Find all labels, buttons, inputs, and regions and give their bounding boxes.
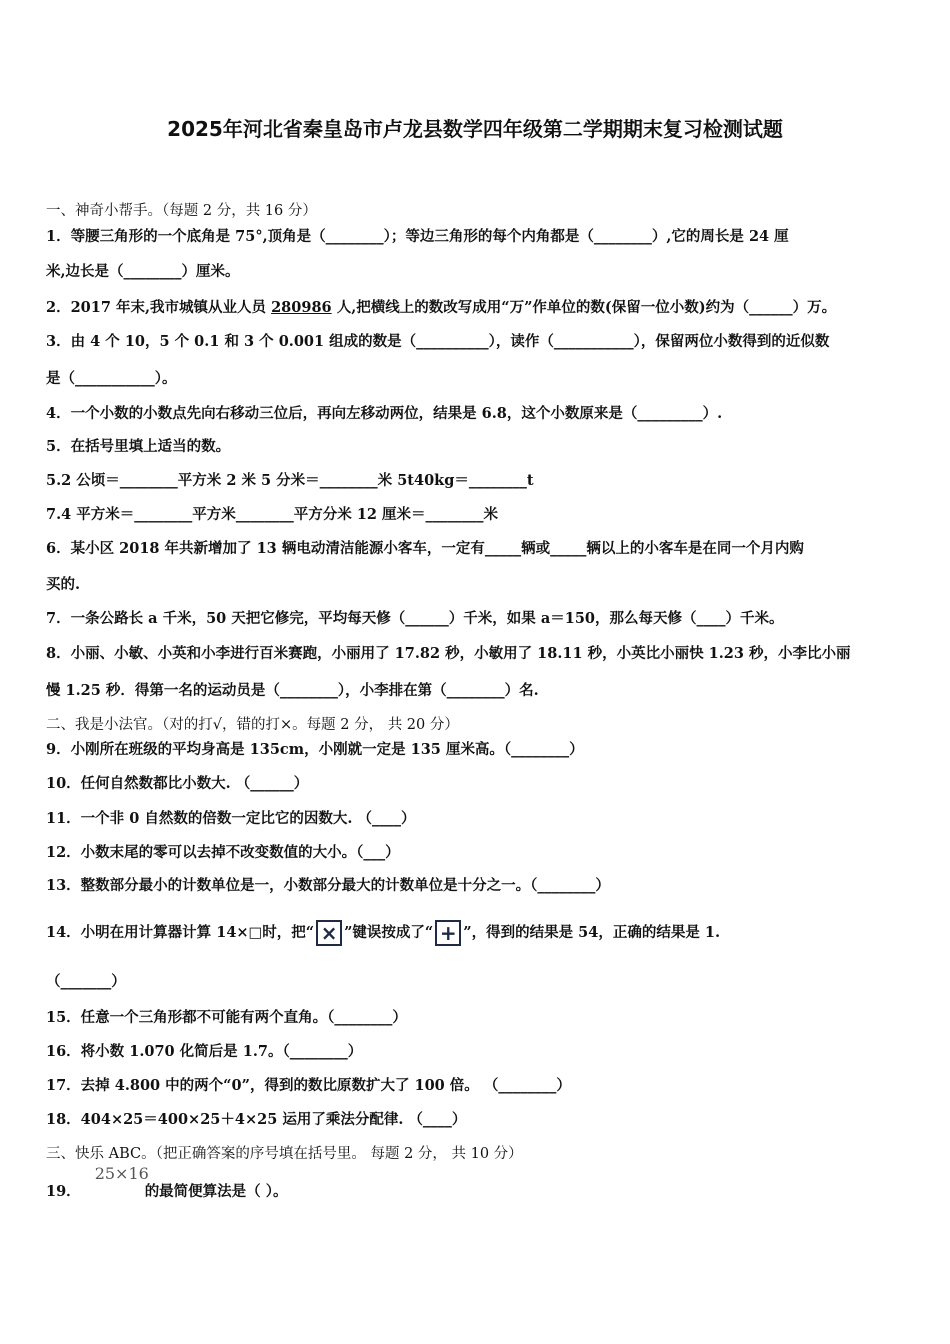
question-2 (46, 298, 836, 318)
plus-key-icon: + (435, 920, 461, 946)
question-14-answer: （_______） (46, 973, 126, 990)
question-15: 15．任意一个三角形都不可能有两个直角。（________） (46, 1009, 407, 1026)
question-10: 10．任何自然数都比小数大. （______） (46, 775, 309, 792)
question-14-text-a: 14．小明在用计算器计算 14×□时，把“ (46, 924, 315, 941)
question-18: 18．404×25＝400×25＋4×25 运用了乘法分配律. （____） (46, 1111, 467, 1128)
question-3-line-1: 3．由 4 个 10，5 个 0.1 和 3 个 0.001 组成的数是（__________），读作（___________），保留两位小数得到的近似数 (46, 333, 830, 350)
multiply-key-icon: × (316, 920, 342, 946)
question-4: 4．一个小数的小数点先向右移动三位后，再向左移动两位，结果是 6.8，这个小数原来是（_________）. (46, 405, 723, 422)
question-14 (46, 920, 720, 946)
question-19-text: 的最简便算法是（ ）。 (144, 1183, 288, 1200)
question-2-number: 280986 (271, 299, 332, 316)
question-11: 11．一个非 0 自然数的倍数一定比它的因数大. （____） (46, 810, 416, 827)
question-2-text-a: 2．2017 年末,我市城镇从业人员 (46, 299, 272, 316)
question-19-number: 19． (46, 1183, 81, 1200)
question-16: 16．将小数 1.070 化简后是 1.7。（________） (46, 1043, 363, 1060)
question-9: 9．小刚所在班级的平均身高是 135cm，小刚就一定是 135 厘米高。（________） (46, 741, 584, 758)
question-7: 7．一条公路长 a 千米，50 天把它修完，平均每天修（______）千米，如果 a＝150，那么每天修（____）千米。 (46, 610, 784, 627)
question-12: 12．小数末尾的零可以去掉不改变数值的大小。（___） (46, 844, 400, 861)
question-8-line-2: 慢 1.25 秒．得第一名的运动员是（________），小李排在第（________）名. (46, 682, 539, 699)
section-heading-3: 三、快乐 ABC。（把正确答案的序号填在括号里。 每题 2 分， 共 10 分） (46, 1146, 523, 1162)
section-heading-2: 二、我是小法官。（对的打√，错的打×。每题 2 分， 共 20 分） (46, 717, 459, 733)
page-title: 2025年河北省秦皇岛市卢龙县数学四年级第二学期期末复习检测试题 (167, 117, 783, 141)
question-14-text-c: ”，得到的结果是 54，正确的结果是 1. (463, 924, 721, 941)
question-1-line-2: 米,边长是（________）厘米。 (46, 263, 240, 280)
question-13: 13．整数部分最小的计数单位是一，小数部分最大的计数单位是十分之一。（________） (46, 877, 610, 894)
question-14-text-b: ”键误按成了“ (344, 924, 434, 941)
question-5-part-a: 5.2 公顷＝________平方米 2 米 5 分米＝________米 5t40kg＝________t (46, 472, 534, 489)
question-19-expression: 25×16 (94, 1164, 149, 1183)
section-heading-1: 一、神奇小帮手。（每题 2 分，共 16 分） (46, 203, 317, 219)
question-5: 5．在括号里填上适当的数。 (46, 438, 231, 455)
question-6-line-1: 6．某小区 2018 年共新增加了 13 辆电动清洁能源小客车，一定有_____辆或_____辆以上的小客车是在同一个月内购 (46, 540, 804, 557)
question-6-line-2: 买的. (46, 576, 81, 593)
question-3-line-2: 是（___________）。 (46, 370, 177, 387)
question-19 (46, 1164, 288, 1202)
question-8-line-1: 8．小丽、小敏、小英和小李进行百米赛跑，小丽用了 17.82 秒，小敏用了 18.11 秒，小英比小丽快 1.23 秒，小李比小丽 (46, 645, 851, 662)
question-2-text-b: 人,把横线上的数改写成用“万”作单位的数(保留一位小数)约为（______）万。 (331, 299, 837, 316)
question-5-part-b: 7.4 平方米＝________平方米________平方分米 12 厘米＝________米 (46, 506, 499, 523)
question-17: 17．去掉 4.800 中的两个“0”，得到的数比原数扩大了 100 倍。 （________） (46, 1077, 571, 1094)
question-1-line-1: 1．等腰三角形的一个底角是 75°,顶角是（________）；等边三角形的每个内角都是（________）,它的周长是 24 厘 (46, 228, 789, 245)
